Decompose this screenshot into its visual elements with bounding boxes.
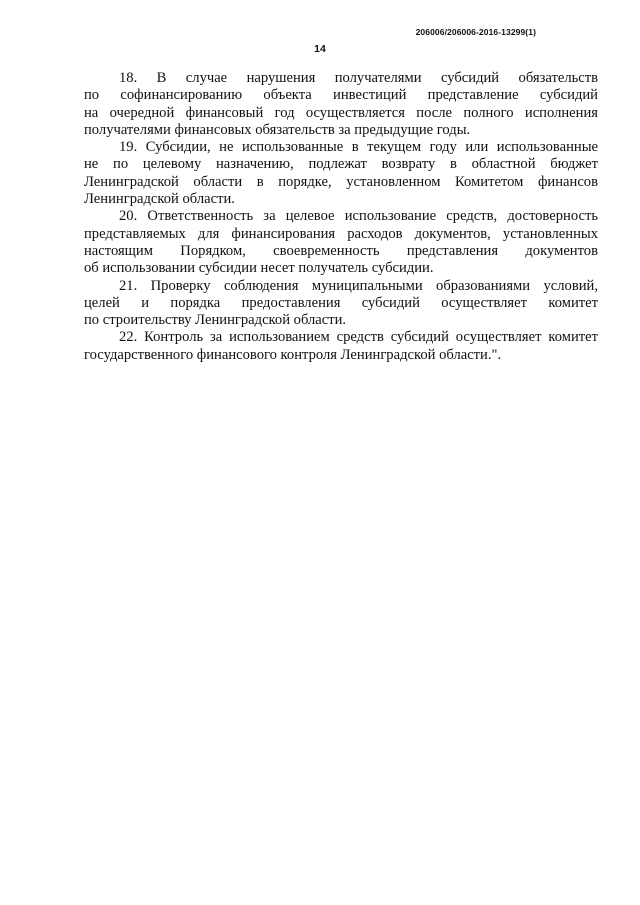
text-line: целей и порядка предоставления субсидий осуществляет комитет	[84, 294, 598, 311]
text-line: 19. Субсидии, не использованные в текущем году или использованные	[119, 139, 598, 156]
text-line: 22. Контроль за использованием средств субсидий осуществляет комитет	[119, 329, 598, 346]
text-line: государственного финансового контроля Ленинградской области.".	[84, 346, 502, 363]
text-line: 18. В случае нарушения получателями субсидий обязательств	[119, 70, 598, 86]
clause-22	[84, 329, 598, 364]
text-line: Ленинградской области в порядке, установленном Комитетом финансов	[84, 173, 598, 190]
document-id: 206006/206006-2016-13299(1)	[415, 27, 536, 37]
page-number: 14	[314, 43, 326, 55]
document-body	[84, 70, 598, 364]
text-line: по строительству Ленинградской области.	[84, 312, 347, 329]
clause-19	[84, 139, 598, 208]
text-line: получателями финансовых обязательств за предыдущие годы.	[84, 121, 471, 138]
text-line: не по целевому назначению, подлежат возврату в областной бюджет	[84, 156, 598, 173]
text-line: представляемых для финансирования расходов документов, установленных	[84, 225, 598, 242]
text-line: настоящим Порядком, своевременность представления документов	[84, 242, 598, 259]
text-line: на очередной финансовый год осуществляется после полного исполнения	[84, 104, 598, 121]
text-line: по софинансированию объекта инвестиций представление субсидий	[84, 87, 598, 104]
text-line: 20. Ответственность за целевое использование средств, достоверность	[119, 208, 598, 225]
clause-21	[84, 278, 598, 330]
text-line: Ленинградской области.	[84, 191, 235, 208]
clause-20	[84, 208, 598, 277]
text-line: об использовании субсидии несет получатель субсидии.	[84, 260, 434, 277]
text-line: 21. Проверку соблюдения муниципальными образованиями условий,	[119, 277, 598, 294]
clause-18	[84, 70, 598, 139]
